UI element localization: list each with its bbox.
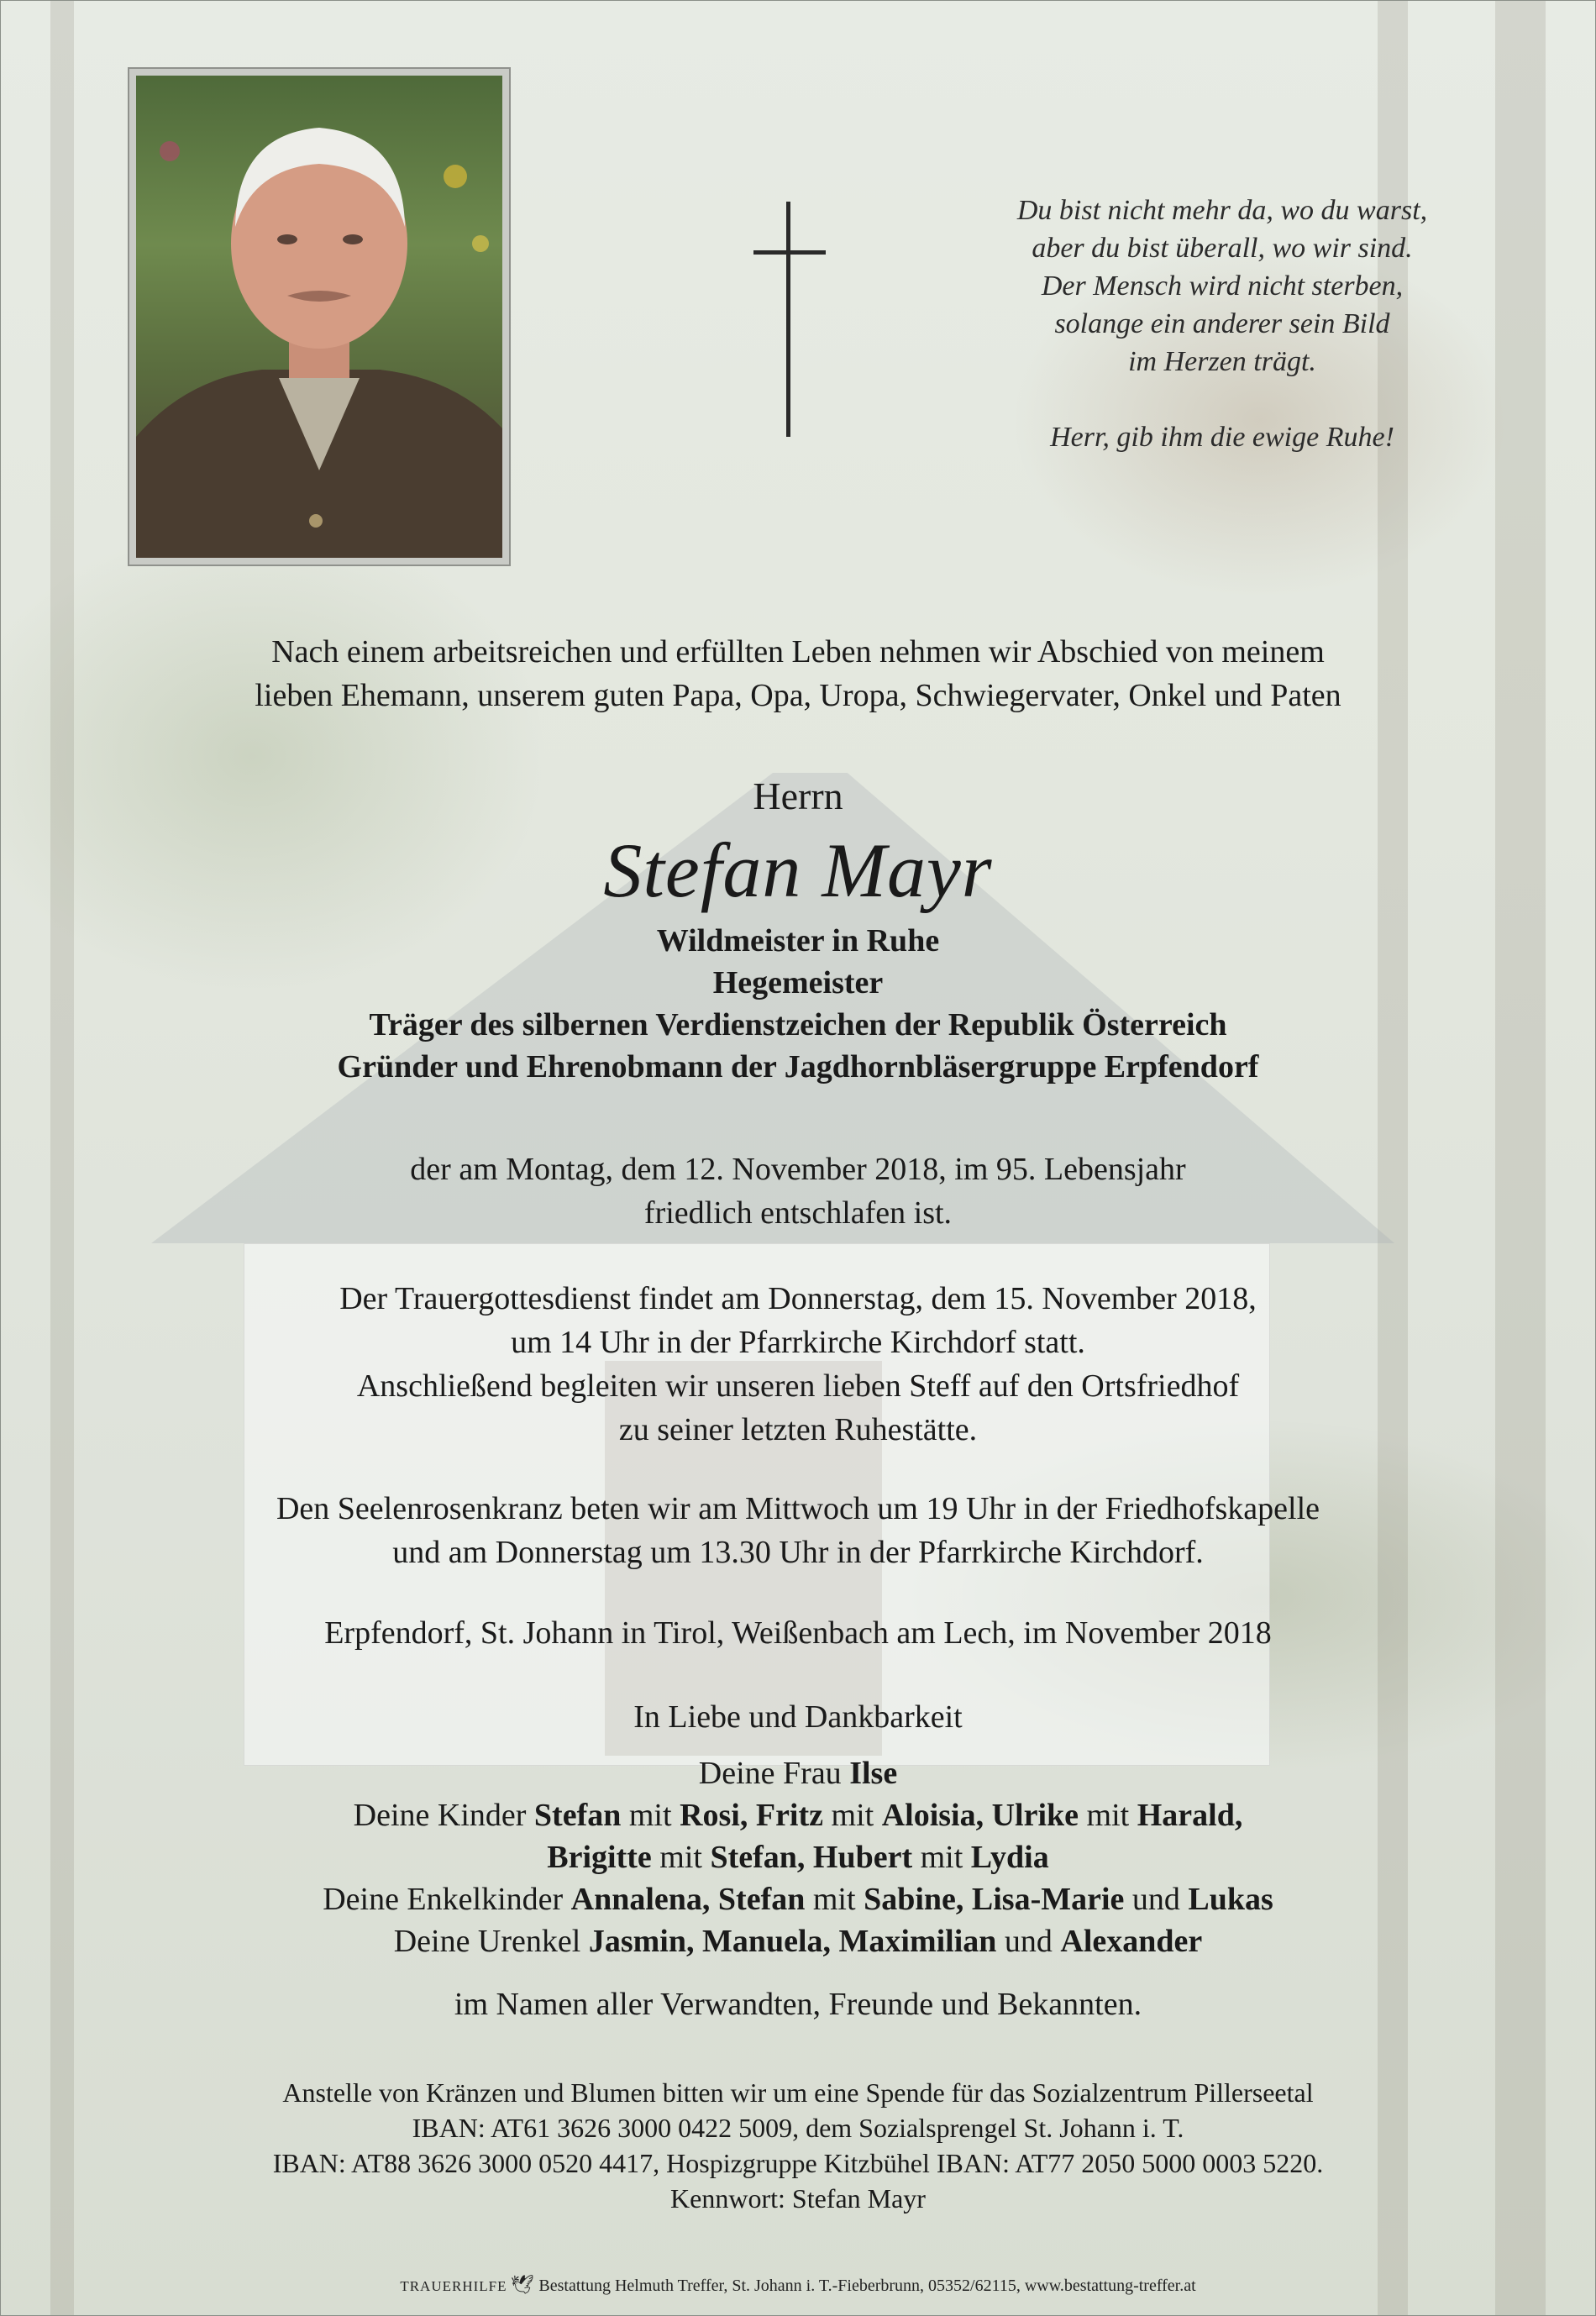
footer (84, 2273, 1512, 2298)
family-member: Stefan (533, 1798, 622, 1833)
funeral-service (84, 1277, 1512, 1452)
poem-line: im Herzen trägt. (1128, 346, 1316, 377)
family-member: Alexander (1060, 1924, 1203, 1959)
donation-line: Anstelle von Kränzen und Blumen bitten wir um eine Spende für das Sozialzentrum Pillerseetal (282, 2077, 1314, 2108)
family-text: mit (628, 1798, 672, 1833)
family-text: Deine Kinder (353, 1798, 527, 1833)
service-line: um 14 Uhr in der Pfarrkirche Kirchdorf statt. (511, 1325, 1085, 1360)
family-member: Stefan, Hubert (710, 1840, 913, 1875)
family-text: Deine Frau (698, 1756, 842, 1791)
relatives-line: im Namen aller Verwandten, Freunde und Bekannten. (454, 1987, 1142, 2022)
family-list (84, 1752, 1512, 1962)
poem-line: solange ein anderer sein Bild (1054, 308, 1390, 339)
family-text: mit (831, 1798, 874, 1833)
family-children-cont (84, 1836, 1512, 1878)
family-wife (84, 1752, 1512, 1794)
death-line: friedlich entschlafen ist. (643, 1195, 953, 1231)
poem-line: Du bist nicht mehr da, wo du warst, (1016, 195, 1428, 226)
poem-line: aber du bist überall, wo wir sind. (1032, 233, 1413, 264)
family-member: Aloisia, Ulrike (881, 1798, 1079, 1833)
intro-line: lieben Ehemann, unserem guten Papa, Opa, Uropa, Schwiegervater, Onkel und Paten (255, 678, 1341, 713)
cross-icon-bar (753, 250, 826, 255)
family-member: Ilse (849, 1756, 898, 1791)
family-text: mit (812, 1882, 856, 1917)
donation-line: Kennwort: Stefan Mayr (670, 2183, 926, 2214)
donation-request (84, 2075, 1512, 2216)
deceased-name: Stefan Mayr (603, 827, 993, 913)
death-notice (84, 1147, 1512, 1235)
family-text: Deine Urenkel (393, 1924, 581, 1959)
portrait-illustration (136, 76, 502, 558)
place-and-date: Erpfendorf, St. Johann in Tirol, Weißenbach am Lech, im November 2018 (324, 1615, 1272, 1651)
memorial-poem (907, 192, 1537, 456)
family-member: Annalena, Stefan (570, 1882, 806, 1917)
in-love-line: In Liebe und Dankbarkeit (633, 1699, 963, 1735)
cross-icon (786, 202, 790, 437)
family-text: mit (659, 1840, 702, 1875)
rosary-line: Den Seelenrosenkranz beten wir am Mittwoch um 19 Uhr in der Friedhofskapelle (276, 1491, 1320, 1526)
family-text: Deine Enkelkinder (323, 1882, 564, 1917)
donation-line: IBAN: AT61 3626 3000 0422 5009, dem Sozialsprengel St. Johann i. T. (412, 2113, 1184, 2143)
service-line: Der Trauergottesdienst findet am Donnerstag, dem 15. November 2018, (339, 1281, 1257, 1316)
poem-prayer: Herr, gib ihm die ewige Ruhe! (1050, 422, 1394, 453)
service-line: zu seiner letzten Ruhestätte. (618, 1412, 978, 1447)
title-line: Hegemeister (712, 965, 884, 1000)
intro-text (84, 630, 1512, 717)
service-line: Anschließend begleiten wir unseren lieben Steff auf den Ortsfriedhof (356, 1368, 1240, 1404)
family-member: Rosi, Fritz (680, 1798, 824, 1833)
rosary-notice (84, 1487, 1512, 1574)
footer-brand: TRAUERHILFE (400, 2278, 507, 2294)
title-line: Wildmeister in Ruhe (656, 923, 940, 958)
rosary-line: und am Donnerstag um 13.30 Uhr in der Pfarrkirche Kirchdorf. (392, 1535, 1204, 1570)
portrait-photo-frame (128, 67, 511, 566)
family-text: mit (920, 1840, 963, 1875)
death-line: der am Montag, dem 12. November 2018, im 95. Lebensjahr (410, 1152, 1186, 1187)
family-text: und (1004, 1924, 1053, 1959)
family-text: und (1131, 1882, 1180, 1917)
title-line: Gründer und Ehrenobmann der Jagdhornbläsergruppe Erpfendorf (337, 1049, 1259, 1084)
intro-line: Nach einem arbeitsreichen und erfüllten Leben nehmen wir Abschied von meinem (271, 634, 1325, 670)
dove-icon: 🕊 (510, 2274, 534, 2295)
family-grandchildren (84, 1878, 1512, 1920)
portrait-photo (136, 76, 502, 558)
family-member: Jasmin, Manuela, Maximilian (588, 1924, 997, 1959)
footer-text: Bestattung Helmuth Treffer, St. Johann i. T.-Fieberbrunn, 05352/62115, www.bestattung-treffer.at (538, 2277, 1196, 2295)
family-member: Harald, (1137, 1798, 1243, 1833)
poem-line: Der Mensch wird nicht sterben, (1041, 270, 1404, 302)
family-great-grandchildren (84, 1920, 1512, 1962)
family-member: Lydia (970, 1840, 1049, 1875)
family-member: Lukas (1188, 1882, 1273, 1917)
title-line: Träger des silbernen Verdienstzeichen der Republik Österreich (369, 1007, 1227, 1042)
family-member: Sabine, Lisa-Marie (864, 1882, 1125, 1917)
salutation: Herrn (753, 775, 843, 817)
family-member: Brigitte (547, 1840, 652, 1875)
donation-line: IBAN: AT88 3626 3000 0520 4417, Hospizgruppe Kitzbühel IBAN: AT77 2050 5000 0003 5220. (272, 2148, 1324, 2178)
family-children (84, 1794, 1512, 1836)
poem-spacer (907, 381, 1537, 418)
family-text: mit (1086, 1798, 1130, 1833)
deceased-titles (84, 920, 1512, 1088)
